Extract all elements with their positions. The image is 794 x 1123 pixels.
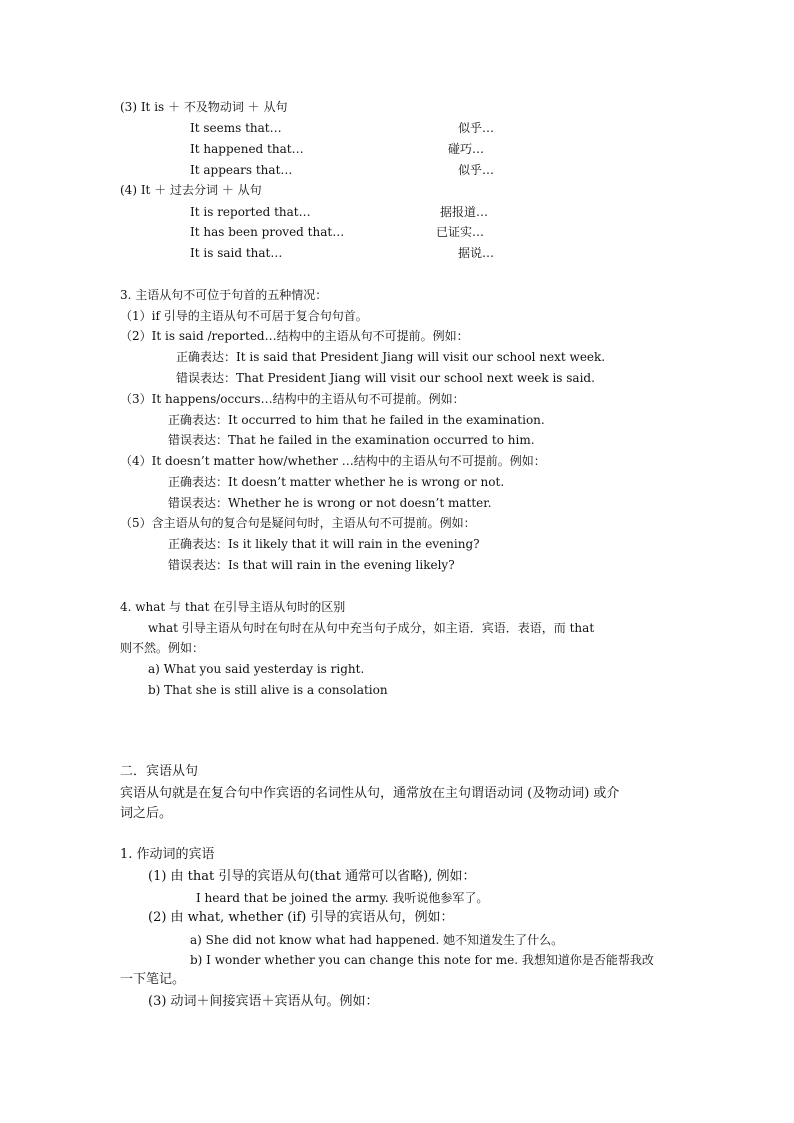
example-a: a) What you said yesterday is right. xyxy=(148,662,365,676)
case-4-correct: 正确表达：It doesn’t matter whether he is wrong or not. xyxy=(168,475,505,489)
what-that-title: 4. what 与 that 在引导主语从句时的区别 xyxy=(120,600,346,614)
example-zh: 碰巧… xyxy=(448,142,485,156)
point-3: (3) 动词＋间接宾语＋宾语从句。例如： xyxy=(148,994,379,1009)
section-3-heading: (3) It is ＋ 不及物动词 ＋ 从句 xyxy=(120,100,288,114)
case-4: （4）It doesn’t matter how/whether …结构中的主语从句不可提前。例如： xyxy=(120,454,546,468)
example-b: b) That she is still alive is a consolation xyxy=(148,683,388,697)
case-3-correct: 正确表达：It occurred to him that he failed in the examination. xyxy=(168,413,545,427)
case-1: （1）if 引导的主语从句不可居于复合句句首。 xyxy=(120,309,368,323)
example-en: It happened that… xyxy=(190,142,304,156)
case-5-wrong: 错误表达：Is that will rain in the evening likely? xyxy=(168,558,455,572)
case-2-wrong: 错误表达：That President Jiang will visit our school next week is said. xyxy=(176,371,595,385)
object-clause-intro-cont: 词之后。 xyxy=(120,806,173,821)
example-en: It is said that… xyxy=(190,246,283,260)
point-2: (2) 由 what, whether (if) 引导的宾语从句，例如： xyxy=(148,910,454,925)
point-2-example-a: a) She did not know what had happened. 她不知道发生了什么。 xyxy=(190,933,564,947)
point-2-example-b-cont: 一下笔记。 xyxy=(120,972,186,987)
example-en: It has been proved that… xyxy=(190,225,345,239)
case-5: （5）含主语从句的复合句是疑问句时，主语从句不可提前。例如： xyxy=(120,516,476,530)
case-2-correct: 正确表达：It is said that President Jiang will visit our school next week. xyxy=(176,350,606,364)
case-4-wrong: 错误表达：Whether he is wrong or not doesn’t matter. xyxy=(168,496,492,510)
example-en: It seems that… xyxy=(190,121,282,135)
verb-object-subtitle: 1. 作动词的宾语 xyxy=(120,847,215,862)
example-zh: 据报道… xyxy=(440,205,489,219)
example-zh: 据说… xyxy=(458,246,495,260)
case-3: （3）It happens/occurs…结构中的主语从句不可提前。例如： xyxy=(120,392,465,406)
example-zh: 似乎… xyxy=(458,163,495,177)
example-en: It is reported that… xyxy=(190,205,311,219)
example-en: It appears that… xyxy=(190,163,293,177)
cases-title: 3. 主语从句不可位于句首的五种情况： xyxy=(120,288,328,302)
point-1: (1) 由 that 引导的宾语从句(that 通常可以省略), 例如： xyxy=(148,869,476,884)
point-1-example: I heard that be joined the army. 我听说他参军了。 xyxy=(196,891,489,905)
point-2-example-b: b) I wonder whether you can change this note for me. 我想知道你是否能帮我改 xyxy=(190,953,654,967)
case-3-wrong: 错误表达：That he failed in the examination occurred to him. xyxy=(168,433,535,447)
what-that-para: what 引导主语从句时在句时在从句中充当句子成分，如主语．宾语．表语，而 that xyxy=(148,621,595,635)
what-that-para-cont: 则不然。例如： xyxy=(120,641,205,655)
object-clause-title: 二．宾语从句 xyxy=(120,764,199,779)
example-zh: 似乎… xyxy=(458,121,495,135)
case-5-correct: 正确表达：Is it likely that it will rain in the evening? xyxy=(168,537,480,551)
object-clause-intro: 宾语从句就是在复合句中作宾语的名词性从句，通常放在主句谓语动词 (及物动词) 或介 xyxy=(120,786,620,801)
case-2: （2）It is said /reported…结构中的主语从句不可提前。例如： xyxy=(120,329,469,343)
section-4-heading: (4) It ＋ 过去分词 ＋ 从句 xyxy=(120,183,262,197)
example-zh: 已证实… xyxy=(436,225,485,239)
